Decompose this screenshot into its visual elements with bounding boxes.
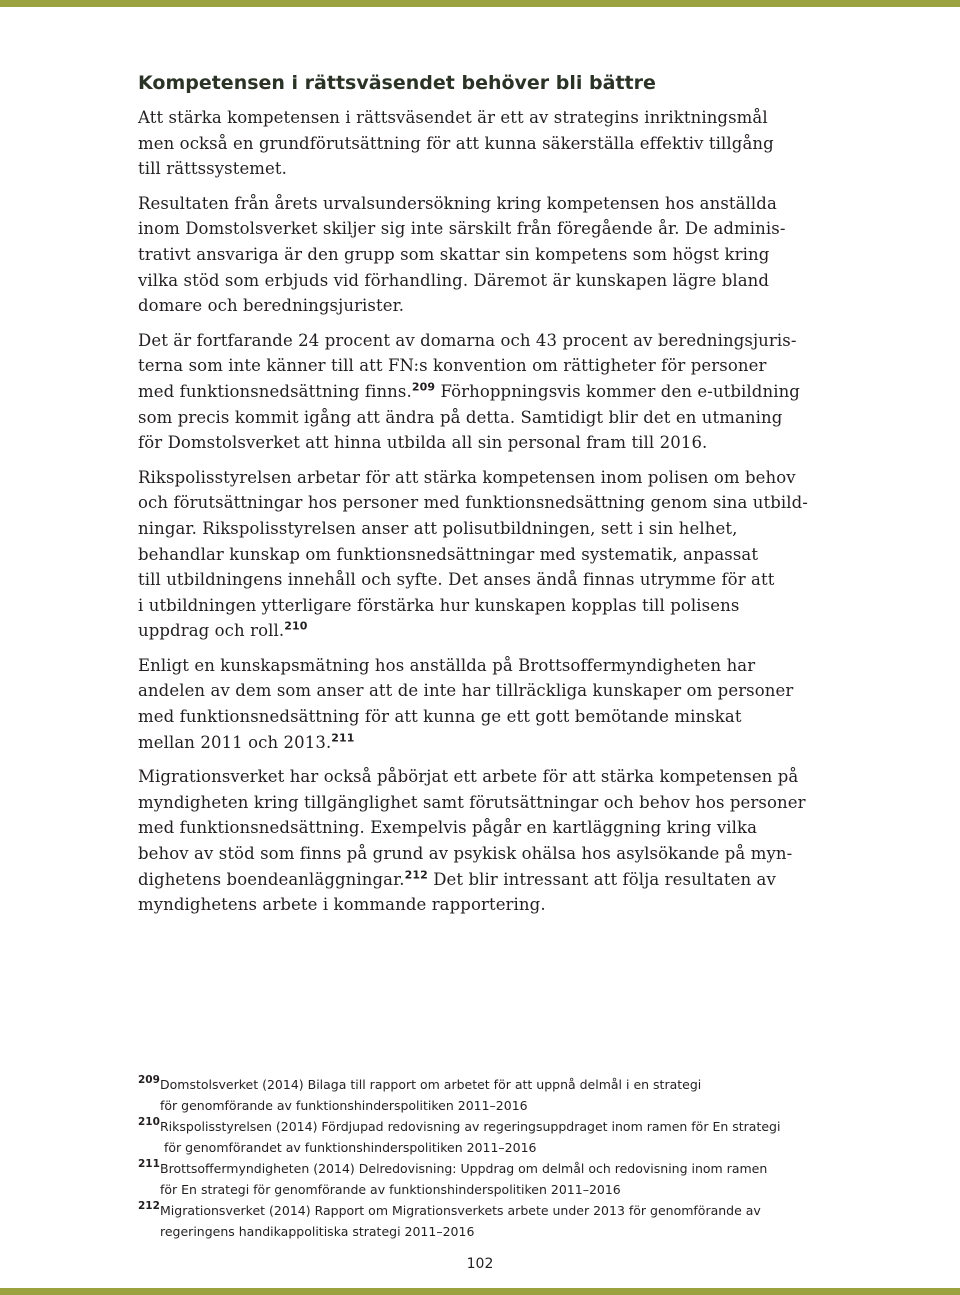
footnote-number: 210 (138, 1116, 160, 1128)
text-line: Enligt en kunskapsmätning hos anställda på Brottsoffermyndigheten har (138, 655, 756, 675)
footnote-line: Brottsoffermyndigheten (2014) Delredovisning: Uppdrag om delmål och redovisning inom ramen (160, 1161, 768, 1176)
text-line (138, 379, 828, 405)
footnote-number: 209 (138, 1074, 160, 1086)
footnote-line: Rikspolisstyrelsen (2014) Fördjupad redovisning av regeringsuppdraget inom ramen för En strategi (160, 1119, 781, 1134)
footnote-number: 212 (138, 1200, 160, 1212)
footnote-number: 211 (138, 1158, 160, 1170)
text-line: trativt ansvariga är den grupp som skattar sin kompetens som högst kring (138, 244, 770, 264)
top-accent-rule (0, 0, 960, 7)
text-line: inom Domstolsverket skiljer sig inte särskilt från föregående år. De adminis- (138, 219, 786, 239)
paragraph-3 (138, 328, 828, 456)
text-line: Rikspolisstyrelsen arbetar för att stärka kompetensen inom polisen om behov (138, 467, 796, 487)
text-line: myndighetens arbete i kommande rapportering. (138, 895, 546, 915)
footnote-ref-211[interactable]: 211 (331, 731, 355, 745)
text-line: för Domstolsverket att hinna utbilda all sin personal fram till 2016. (138, 433, 708, 453)
text-segment: Det blir intressant att följa resultaten av (433, 869, 776, 889)
paragraph-4 (138, 465, 828, 644)
text-line: myndigheten kring tillgänglighet samt förutsättningar och behov hos personer (138, 792, 806, 812)
bottom-accent-rule (0, 1288, 960, 1295)
paragraph-5 (138, 653, 828, 755)
text-segment: Förhoppningsvis kommer den e-utbildning (440, 381, 800, 401)
text-segment: med funktionsnedsättning finns. (138, 381, 412, 401)
footnote-212 (138, 1200, 828, 1242)
section-heading: Kompetensen i rättsväsendet behöver bli bättre (138, 72, 656, 94)
footnote-209 (138, 1074, 828, 1116)
text-line: behandlar kunskap om funktionsnedsättningar med systematik, anpassat (138, 544, 759, 564)
text-line: andelen av dem som anser att de inte har tillräckliga kunskaper om personer (138, 681, 794, 701)
footnote-211 (138, 1158, 828, 1200)
text-line: Migrationsverket har också påbörjat ett arbete för att stärka kompetensen på (138, 767, 799, 787)
text-line: i utbildningen ytterligare förstärka hur kunskapen kopplas till polisens (138, 595, 740, 615)
text-line: vilka stöd som erbjuds vid förhandling. Däremot är kunskapen lägre bland (138, 270, 770, 290)
text-line (138, 730, 828, 756)
text-line (138, 618, 828, 644)
text-line: som precis kommit igång att ändra på detta. Samtidigt blir det en utmaning (138, 407, 783, 427)
footnote-line: regeringens handikappolitiska strategi 2011–2016 (160, 1224, 475, 1239)
text-line (138, 867, 828, 893)
paragraph-2 (138, 191, 828, 319)
footnote-line: för En strategi för genomförande av funktionshinderspolitiken 2011–2016 (160, 1182, 621, 1197)
footnote-210 (138, 1116, 828, 1158)
text-segment: dighetens boendeanläggningar. (138, 869, 405, 889)
text-line: men också en grundförutsättning för att kunna säkerställa effektiv tillgång (138, 133, 774, 153)
main-content (138, 70, 828, 927)
text-line: med funktionsnedsättning. Exempelvis pågår en kartläggning kring vilka (138, 818, 758, 838)
text-line: med funktionsnedsättning för att kunna ge ett gott bemötande minskat (138, 707, 742, 727)
text-line: domare och beredningsjurister. (138, 296, 405, 316)
text-line: till utbildningens innehåll och syfte. Det anses ändå finnas utrymme för att (138, 570, 775, 590)
footnote-line: för genomförandet av funktionshinderspolitiken 2011–2016 (160, 1140, 537, 1155)
text-line: Resultaten från årets urvalsundersökning kring kompetensen hos anställda (138, 193, 777, 213)
footnote-ref-210[interactable]: 210 (284, 619, 308, 633)
page-number: 102 (466, 1256, 494, 1272)
footnote-ref-212[interactable]: 212 (404, 868, 428, 882)
text-line: till rättssystemet. (138, 159, 287, 179)
text-line: behov av stöd som finns på grund av psykisk ohälsa hos asylsökande på myn- (138, 844, 793, 864)
text-segment: mellan 2011 och 2013. (138, 732, 332, 752)
text-segment: uppdrag och roll. (138, 621, 285, 641)
footnote-line: Migrationsverket (2014) Rapport om Migrationsverkets arbete under 2013 för genomförande av (160, 1203, 761, 1218)
text-line: Att stärka kompetensen i rättsväsendet är ett av strategins inriktningsmål (138, 108, 768, 127)
paragraph-6 (138, 764, 828, 918)
footnote-line: för genomförande av funktionshinderspolitiken 2011–2016 (160, 1098, 528, 1113)
footnotes (138, 1074, 828, 1242)
text-line: och förutsättningar hos personer med funktionsnedsättning genom sina utbild- (138, 493, 808, 513)
text-line: Det är fortfarande 24 procent av domarna och 43 procent av beredningsjuris- (138, 330, 797, 350)
footnote-ref-209[interactable]: 209 (411, 380, 436, 394)
text-line: ningar. Rikspolisstyrelsen anser att polisutbildningen, sett i sin helhet, (138, 518, 738, 538)
paragraph-1 (138, 105, 828, 182)
footnote-line: Domstolsverket (2014) Bilaga till rapport om arbetet för att uppnå delmål i en strategi (160, 1077, 702, 1092)
text-line: terna som inte känner till att FN:s konvention om rättigheter för personer (138, 356, 767, 376)
